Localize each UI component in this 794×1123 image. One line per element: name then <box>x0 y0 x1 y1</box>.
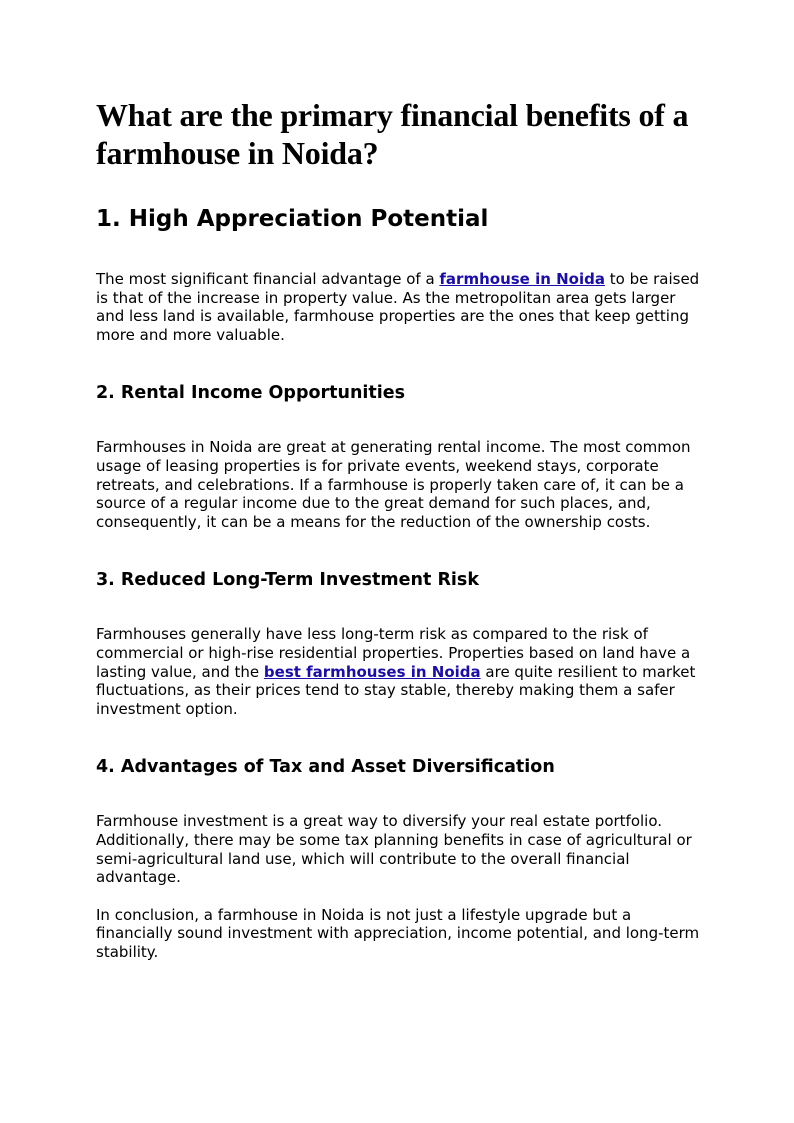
article <box>96 96 702 961</box>
paragraph-investment-risk <box>96 625 702 718</box>
paragraph-appreciation <box>96 270 702 344</box>
best-farmhouses-in-noida-link[interactable]: best farmhouses in Noida <box>263 662 481 681</box>
paragraph-conclusion: In conclusion, a farmhouse in Noida is not just a lifestyle upgrade but a financially sound investment with appreciation, income potential, and long-term stability. <box>96 905 700 961</box>
heading-rental-income: 2. Rental Income Opportunities <box>96 383 406 404</box>
page-title: What are the primary financial benefits of a farmhouse in Noida? <box>96 97 689 171</box>
farmhouse-in-noida-link[interactable]: farmhouse in Noida <box>439 270 605 288</box>
paragraph-tax-diversification: Farmhouse investment is a great way to diversify your real estate portfolio. Additionally, there may be some tax planning benefits in case of agricultural or semi-agricultural land use, which will contribute to the overall financial advantage. <box>96 812 692 887</box>
paragraph-text: The most significant financial advantage of a <box>96 270 440 288</box>
heading-appreciation: 1. High Appreciation Potential <box>96 206 489 232</box>
heading-investment-risk: 3. Reduced Long-Term Investment Risk <box>96 570 479 591</box>
paragraph-rental-income: Farmhouses in Noida are great at generating rental income. The most common usage of leasing properties is for private events, weekend stays, corporate retreats, and celebrations. If a farmhouse is properly taken care of, it can be a source of a regular income due to the great demand for such places, and, consequently, it can be a means for the reduction of the ownership costs. <box>96 438 691 531</box>
paragraph-text: are quite resilient to market fluctuations, as their prices tend to stay stable, thereby making them a safer investment option. <box>96 662 696 718</box>
heading-tax-diversification: 4. Advantages of Tax and Asset Diversification <box>96 757 555 778</box>
paragraph-text: to be raised is that of the increase in property value. As the metropolitan area gets larger and less land is available, farmhouse properties are the ones that keep getting more and more valuable. <box>96 270 700 344</box>
paragraph-text: Farmhouses generally have less long-term risk as compared to the risk of commercial or high-rise residential properties. Properties based on land have a lasting value, and the <box>96 625 691 681</box>
